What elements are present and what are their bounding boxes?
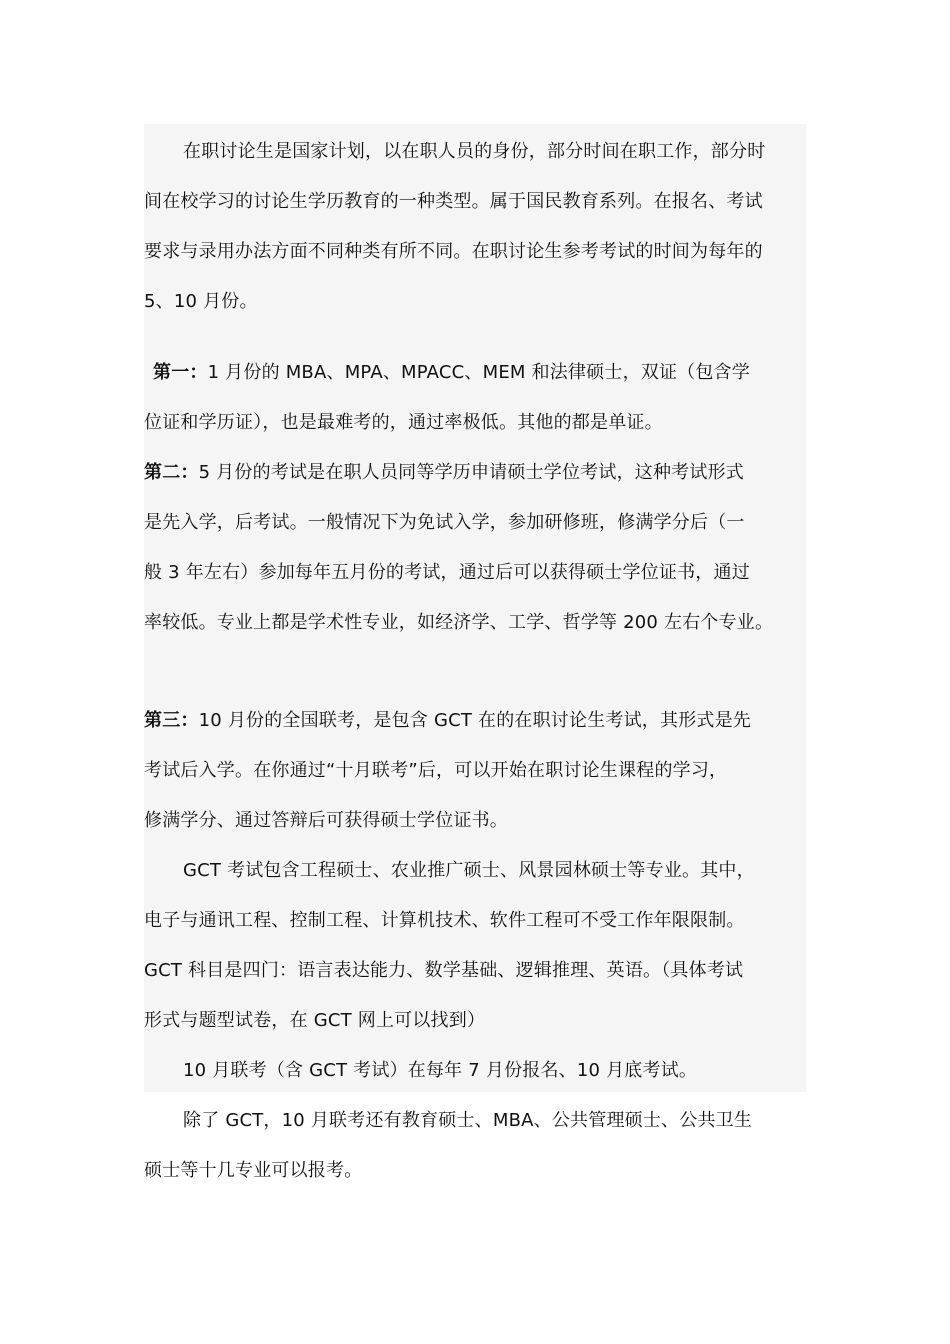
text-line: 除了 GCT，10 月联考还有教育硕士、MBA、公共管理硕士、公共卫生 <box>183 1110 753 1131</box>
text-line: 考试后入学。在你通过“十月联考”后，可以开始在职讨论生课程的学习， <box>144 760 728 781</box>
paragraph-second <box>144 461 744 485</box>
text-line: 形式与题型试卷，在 GCT 网上可以找到） <box>144 1010 486 1031</box>
text-line: 10 月份的全国联考，是包含 GCT 在的在职讨论生考试，其形式是先 <box>198 710 751 731</box>
text-line: 要求与录用办法方面不同种类有所不同。在职讨论生参考考试的时间为每年的 <box>144 241 763 262</box>
text-line: 电子与通讯工程、控制工程、计算机技术、软件工程可不受工作年限限制。 <box>144 910 745 931</box>
text-line: GCT 科目是四门：语言表达能力、数学基础、逻辑推理、英语。（具体考试 <box>144 960 744 981</box>
text-line: 率较低。专业上都是学术性专业，如经济学、工学、哲学等 200 左右个专业。 <box>144 612 774 633</box>
highlight-background <box>144 124 806 1092</box>
text-line: 硕士等十几专业可以报考。 <box>144 1160 363 1181</box>
text-line: 在职讨论生是国家计划，以在职人员的身份，部分时间在职工作，部分时 <box>183 141 766 162</box>
paragraph-third <box>144 709 751 733</box>
label-second: 第二： <box>144 462 199 483</box>
text-line: 般 3 年左右）参加每年五月份的考试，通过后可以获得硕士学位证书，通过 <box>144 562 750 583</box>
text-line: 是先入学，后考试。一般情况下为免试入学，参加研修班，修满学分后（一 <box>144 512 745 533</box>
text-line: GCT 考试包含工程硕士、农业推广硕士、风景园林硕士等专业。其中， <box>183 860 755 881</box>
text-line: 5、10 月份。 <box>144 291 258 312</box>
text-line: 1 月份的 MBA、MPA、MPACC、MEM 和法律硕士，双证（包含学 <box>207 362 750 383</box>
text-line: 修满学分、通过答辩后可获得硕士学位证书。 <box>144 810 508 831</box>
label-first: 第一： <box>153 362 208 383</box>
text-line: 位证和学历证），也是最难考的，通过率极低。其他的都是单证。 <box>144 412 663 433</box>
text-line: 间在校学习的讨论生学历教育的一种类型。属于国民教育系列。在报名、考试 <box>144 191 763 212</box>
text-line: 5 月份的考试是在职人员同等学历申请硕士学位考试，这种考试形式 <box>198 462 744 483</box>
label-third: 第三： <box>144 710 199 731</box>
paragraph-first <box>153 361 750 385</box>
text-line: 10 月联考（含 GCT 考试）在每年 7 月份报名、10 月底考试。 <box>183 1060 698 1081</box>
